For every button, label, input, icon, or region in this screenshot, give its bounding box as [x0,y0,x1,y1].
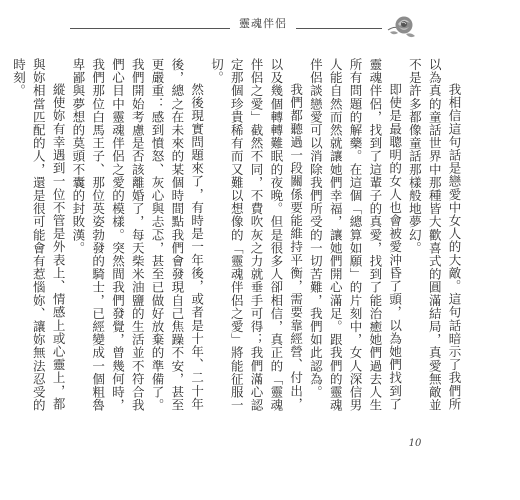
paragraph-5: 縱使妳有幸遇到一位不管是外表上、情感上或心靈上，都與妳相當匹配的人，還是很可能會有惹惱妳、讓妳無法忍受的時刻。 [11,58,67,412]
rose-icon [384,8,420,44]
running-header-title: 靈魂伴侶 [230,15,296,31]
paragraph-2: 即使是最聰明的女人也會被愛沖昏了頭，以為她們找到了靈魂伴侶，找到了這輩子的真愛，找到了能治癒她們過去人生所有問題的解藥。在這個「總算如願」的片刻中，女人深信男人能自然而然就讓她們幸福，讓她們開心滿足。跟我們的靈魂伴侶談戀愛可以消除我們所受的一切苦難，我們如此認為。 [308,58,403,412]
body-text [11,58,464,418]
running-header [70,6,470,46]
paragraph-3: 我們都聽過一段關係要能維持平衡，需要靠經營、付出，以及幾個轉轉難眠的夜晚。但是很多人卻相信，真正的「靈魂伴侶之愛」截然不同，不費吹灰之力就垂手可得；我們滿心認定那個珍貴稀有而又難以想像的「靈魂伴侶之愛」將能征服一切。 [209,58,304,412]
page-number: 10 [408,438,422,449]
paragraph-4: 然後現實問題來了，有時是一年後，或者是十年、二十年後，總之在未來的某個時間點我們會發現自己焦躁不安，甚至更嚴重：感到憤怒、灰心與忐忑，甚至已做好放棄的準備了。我們開始考慮是否該離婚了，每天柴米油鹽的生活並不符合我們心目中靈魂伴侶之愛的模樣。突然間我們發覺，曾幾何時，我們那位白馬王子、那位英姿勃發的騎士，已經變成一個粗魯卑鄙與夢想的莫頭不囊的封敗漢。 [70,58,205,412]
header-rule [70,28,382,29]
paragraph-1: 我相信這句話是戀愛中女人的大敵。這句話暗示了我們所以為真的童話世界中那種皆大歡喜式的圓滿結局，真愛無敵並不是許多都像童話那樣般地夢幻。 [407,58,462,412]
